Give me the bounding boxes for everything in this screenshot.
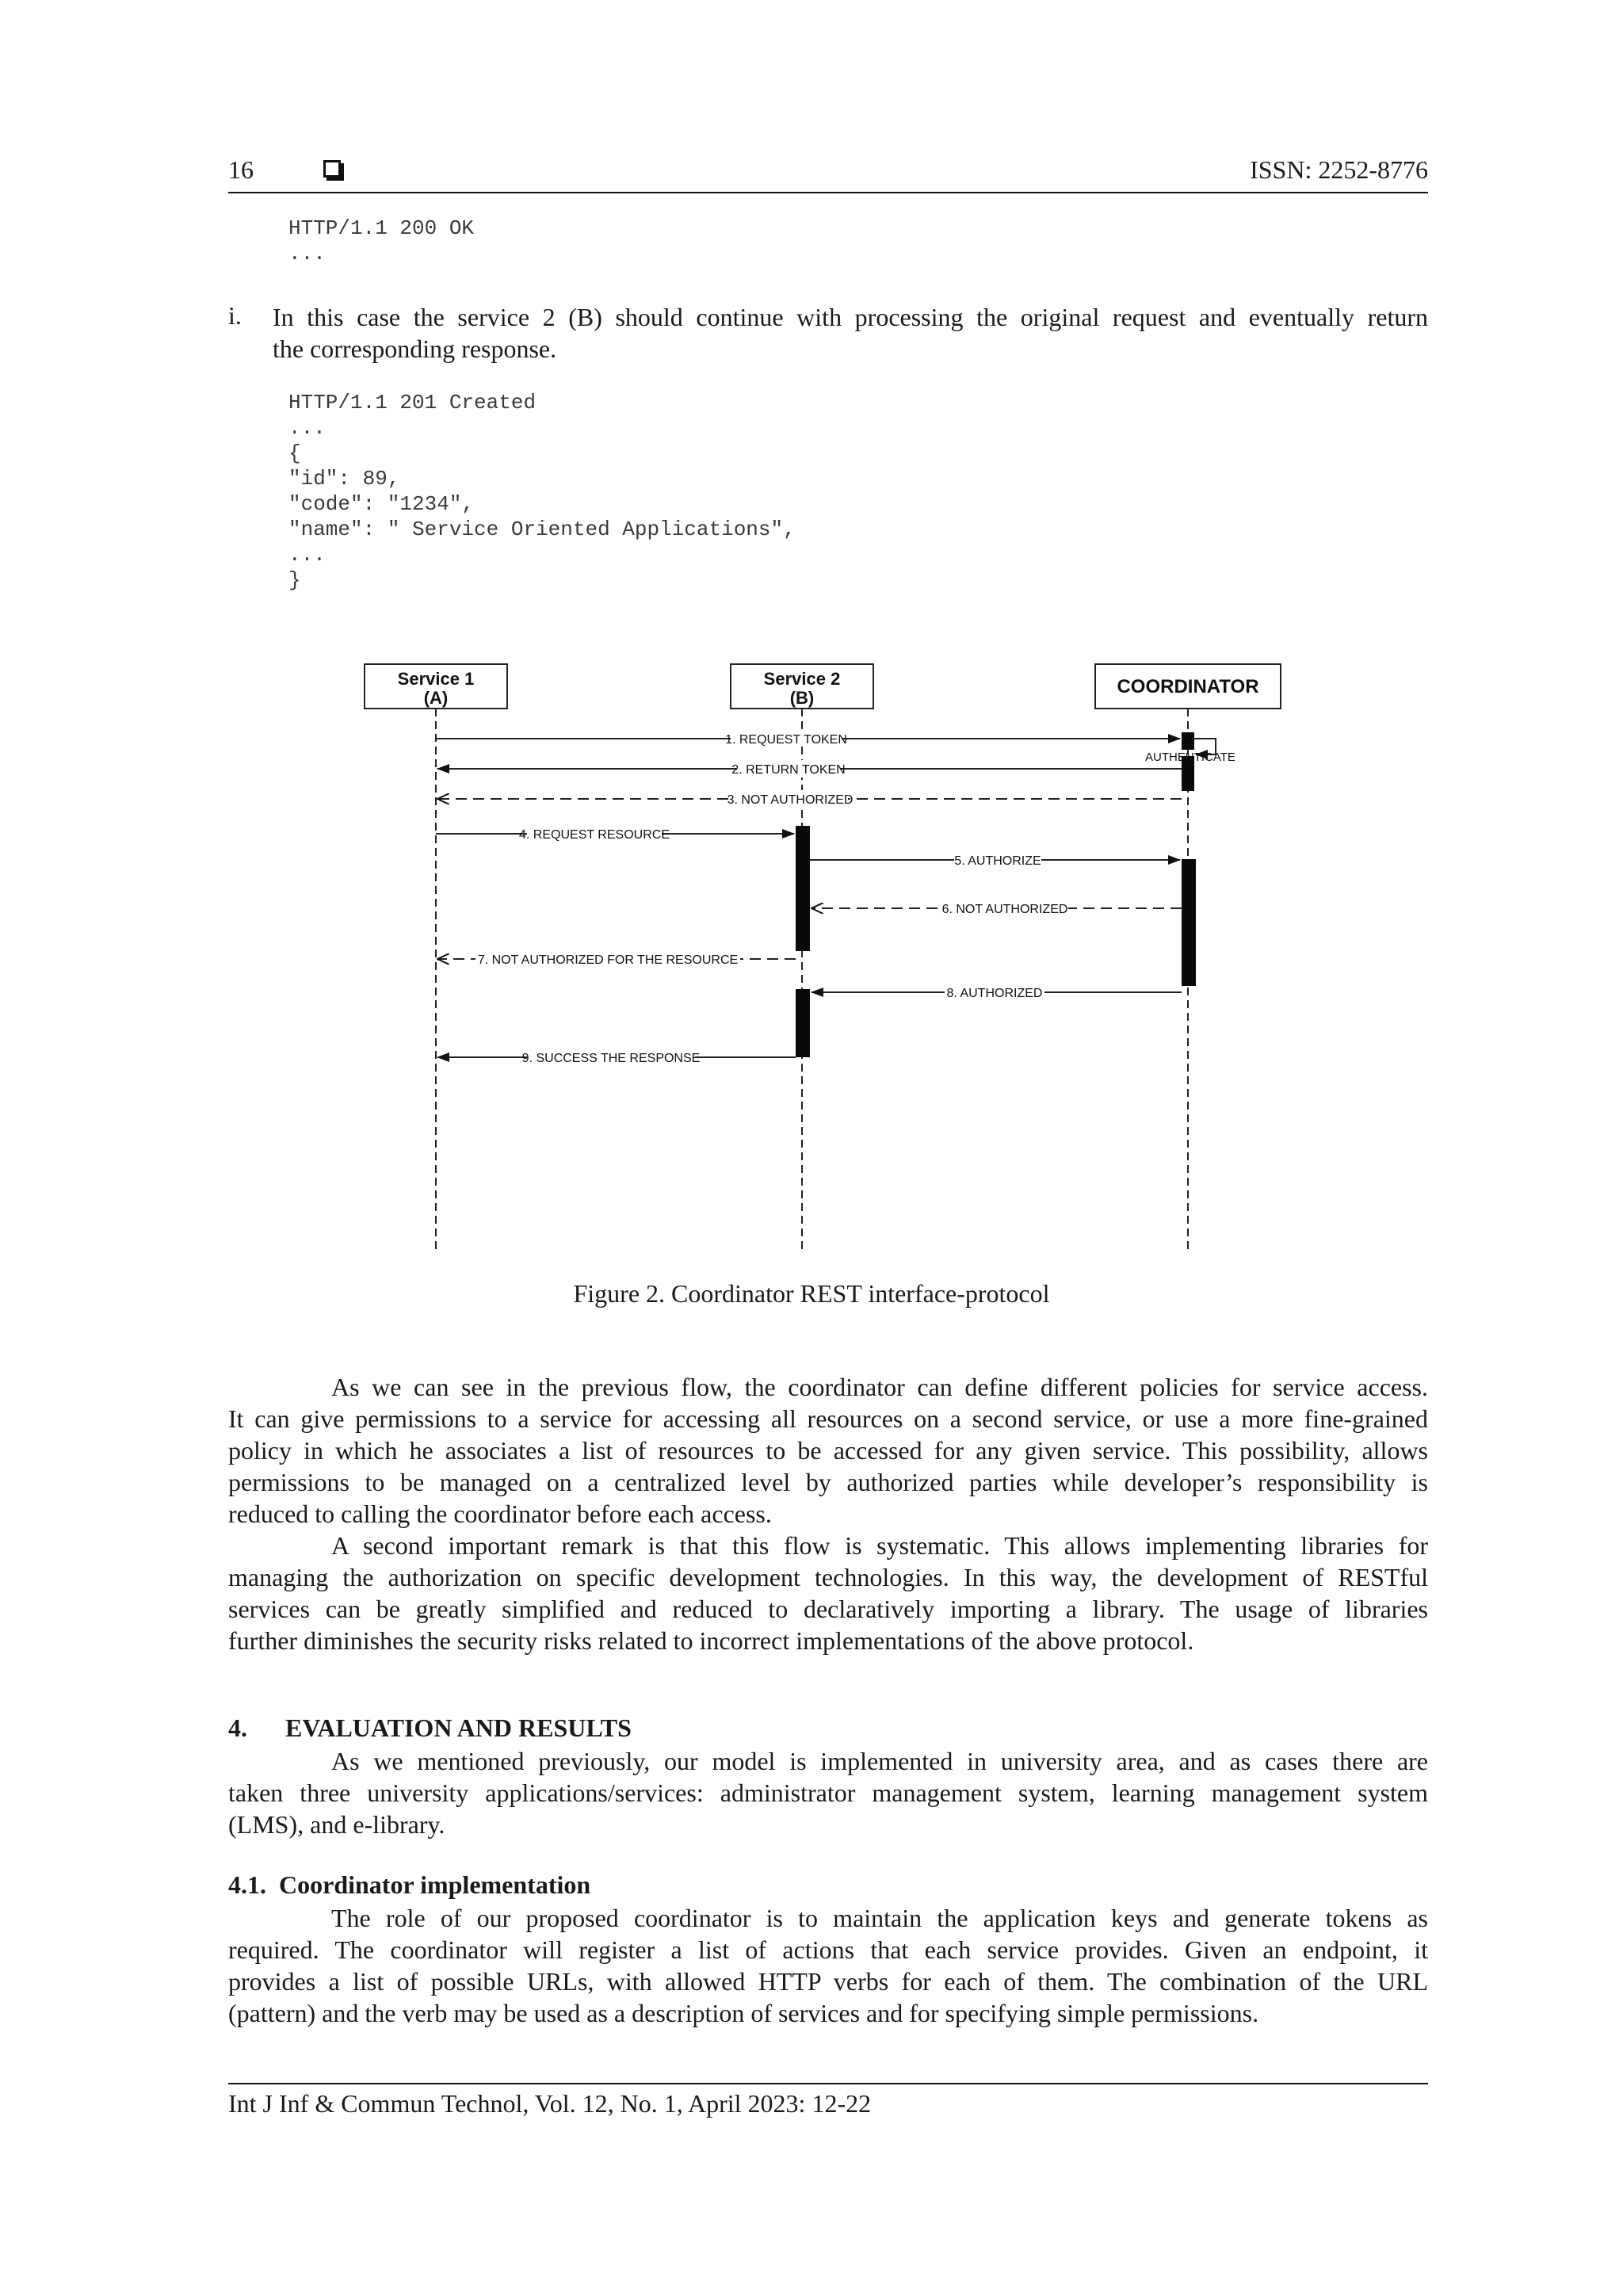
page-number: 16 (228, 155, 254, 184)
code-line: ... (288, 543, 326, 567)
paragraph-line: provides a list of possible URLs, with allowed HTTP verbs for each of them. The combination of the URL (228, 1967, 1428, 1996)
section-heading: 4. EVALUATION AND RESULTS (228, 1713, 632, 1742)
sequence-diagram-svg (349, 650, 1300, 1268)
box-icon (323, 160, 341, 178)
code-line: ... (288, 416, 326, 440)
message-label: 9. SUCCESS THE RESPONSE (521, 1052, 701, 1065)
code-line: "id": 89, (288, 467, 400, 491)
activation-bar (796, 989, 810, 1057)
code-line: "name": " Service Oriented Applications", (288, 518, 796, 541)
paragraph-line: As we can see in the previous flow, the coordinator can define different policies for service access. (331, 1373, 1428, 1401)
activation-bar (796, 826, 810, 951)
figure-caption: Figure 2. Coordinator REST interface-protocol (573, 1279, 1050, 1308)
code-line: HTTP/1.1 200 OK (288, 216, 475, 240)
code-line: HTTP/1.1 201 Created (288, 391, 537, 415)
participant-coordinator (1095, 664, 1281, 709)
subsection-heading: 4.1. Coordinator implementation (228, 1870, 591, 1899)
message-label: 2. RETURN TOKEN (731, 763, 846, 777)
message-label: 7. NOT AUTHORIZED FOR THE RESOURCE (477, 953, 739, 967)
footer-rule (228, 2083, 1428, 2084)
paragraph-line: required. The coordinator will register a list of actions that each service provides. Given an endpoint, it (228, 1935, 1428, 1964)
participant-service-a (365, 664, 507, 709)
paragraph-line: The role of our proposed coordinator is to maintain the application keys and generate tokens as (331, 1904, 1428, 1932)
paragraph-line: services can be greatly simplified and reduced to declaratively importing a library. The usage of libraries (228, 1595, 1428, 1623)
paragraph-line: (LMS), and e-library. (228, 1810, 445, 1839)
header-rule (228, 192, 1428, 193)
list-marker: i. (228, 301, 242, 330)
list-item-line: In this case the service 2 (B) should continue with processing the original request and eventually return (273, 303, 1428, 331)
participant-c-name: COORDINATOR (1117, 676, 1259, 697)
journal-issn: ISSN: 2252-8776 (1250, 155, 1428, 184)
message-label: 8. AUTHORIZED (946, 987, 1043, 1000)
paragraph-line: (pattern) and the verb may be used as a description of services and for specifying simple permissions. (228, 1999, 1259, 2027)
paragraph-line: taken three university applications/services: administrator management system, learning management system (228, 1778, 1428, 1807)
message-label: 4. REQUEST RESOURCE (519, 828, 670, 842)
paragraph-line: As we mentioned previously, our model is implemented in university area, and as cases there are (331, 1747, 1428, 1775)
code-line: "code": "1234", (288, 492, 475, 516)
message-label: 6. NOT AUTHORIZED (941, 903, 1068, 916)
message-label: 5. AUTHORIZE (954, 854, 1041, 868)
list-item-line: the corresponding response. (273, 334, 557, 363)
activation-bar (1182, 732, 1194, 750)
paragraph-line: managing the authorization on specific development technologies. In this way, the development of RESTful (228, 1563, 1428, 1591)
self-message-label: AUTHENTICATE (1145, 751, 1235, 764)
code-line: ... (288, 242, 326, 266)
code-line: } (288, 568, 301, 592)
footer-citation: Int J Inf & Commun Technol, Vol. 12, No. 1, April 2023: 12-22 (228, 2089, 872, 2118)
paragraph-line: further diminishes the security risks related to incorrect implementations of the above protocol. (228, 1626, 1194, 1655)
participant-b-name: Service 2 (763, 669, 841, 689)
participant-a-id: (A) (423, 688, 449, 708)
code-line: { (288, 441, 301, 465)
message-label: 3. NOT AUTHORIZED (727, 793, 854, 807)
participant-b-id: (B) (789, 688, 815, 708)
activation-bar (1182, 859, 1196, 986)
paragraph-line: reduced to calling the coordinator before each access. (228, 1499, 772, 1528)
paragraph-line: It can give permissions to a service for accessing all resources on a second service, or use a more fine-grained (228, 1404, 1428, 1433)
paragraph-line: policy in which he associates a list of resources to be accessed for any given service. This possibility, allows (228, 1436, 1428, 1465)
participant-a-name: Service 1 (397, 669, 475, 689)
paragraph-line: permissions to be managed on a centralized level by authorized parties while developer’s responsibility is (228, 1468, 1428, 1496)
participant-service-b (731, 664, 873, 709)
sequence-diagram (349, 650, 1300, 1268)
paragraph-line: A second important remark is that this flow is systematic. This allows implementing libraries for (331, 1531, 1428, 1560)
message-label: 1. REQUEST TOKEN (725, 733, 847, 747)
